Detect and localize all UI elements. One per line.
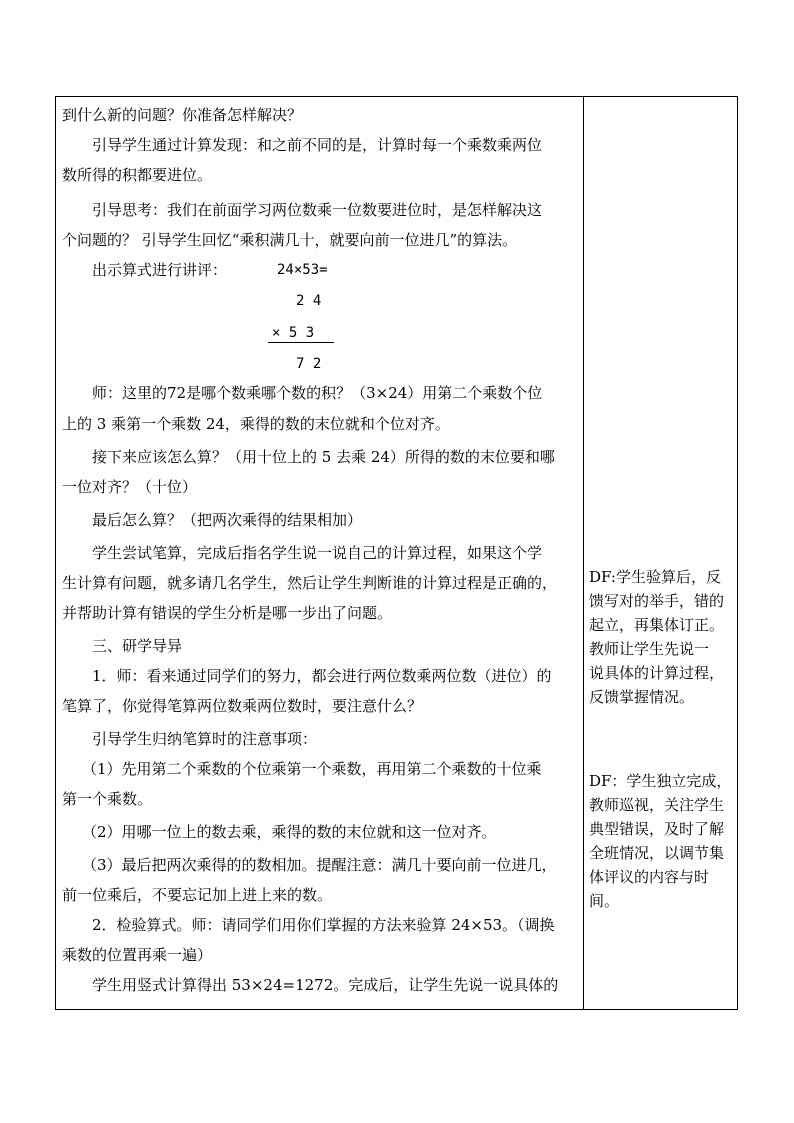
note-line: 典型错误，及时了解 <box>589 820 725 838</box>
content-line: （3）最后把两次乘得的的数相加。提醒注意：满几十要向前一位进几， <box>82 856 557 874</box>
content-line: 1．师：看来通过同学们的努力，都会进行两位数乘两位数（进位）的 <box>92 667 552 685</box>
content-line: 引导学生归纳笔算时的注意事项： <box>92 730 318 748</box>
column-divider <box>583 97 584 1009</box>
content-line: 师：这里的72是哪个数乘哪个数的积？（3×24）用第二个乘数个位 <box>92 384 543 402</box>
content-line: 2．检验算式。师：请同学们用你们掌握的方法来验算 24×53。（调换 <box>92 916 555 934</box>
note-line: 体评议的内容与时 <box>589 868 710 886</box>
content-line: 引导学生通过计算发现：和之前不同的是，计算时每一个乘数乘两位 <box>92 136 543 154</box>
content-line: 个问题的？ 引导学生回忆“乘积满几十，就要向前一位进几”的算法。 <box>62 231 518 249</box>
content-line: 三、研学导异 <box>92 637 183 655</box>
note-line: 起立，再集体订正。 <box>589 616 725 634</box>
note-line: 全班情况，以调节集 <box>589 844 725 862</box>
note-line: DF：学生独立完成， <box>589 772 732 790</box>
calc-row-result: 7 2 <box>296 356 322 372</box>
content-line: 最后怎么算？（把两次乘得的结果相加） <box>92 511 363 529</box>
content-line: （2）用哪一位上的数去乘，乘得的数的末位就和这一位对齐。 <box>82 823 497 841</box>
note-line: DF:学生验算后，反 <box>589 568 721 586</box>
note-line: 馈写对的举手，错的 <box>589 592 725 610</box>
calc-row-multiplier: × 5 3 <box>272 325 315 341</box>
note-line: 说具体的计算过程， <box>589 664 725 682</box>
content-line: （1）先用第二个乘数的个位乘第一个乘数，再用第二个乘数的十位乘 <box>82 760 542 778</box>
content-line: 生计算有问题，就多请几名学生，然后让学生判断谁的计算过程是正确的， <box>62 574 558 592</box>
content-line: 乘数的位置再乘一遍） <box>62 946 213 964</box>
content-line: 学生尝试笔算，完成后指名学生说一说自己的计算过程，如果这个学 <box>92 544 543 562</box>
note-line: 教师让学生先说一 <box>589 640 710 658</box>
content-line: 并帮助计算有错误的学生分析是哪一步出了问题。 <box>62 604 393 622</box>
calc-row-multiplicand: 2 4 <box>296 293 322 309</box>
note-line: 间。 <box>589 892 620 910</box>
lesson-table <box>55 96 738 1010</box>
content-line: 数所得的积都要进位。 <box>62 166 213 184</box>
content-line: 笔算了，你觉得笔算两位数乘两位数时，要注意什么？ <box>62 697 423 715</box>
content-line: 学生用竖式计算得出 53×24=1272。完成后，让学生先说一说具体的 <box>92 976 559 994</box>
content-line: 到什么新的问题？你准备怎样解决？ <box>62 106 303 124</box>
content-line: 上的 3 乘第一个乘数 24，乘得的数的末位就和个位对齐。 <box>62 415 450 433</box>
calc-underline <box>268 342 334 343</box>
note-line: 教师巡视，关注学生 <box>589 796 725 814</box>
note-line: 反馈掌握情况。 <box>589 688 695 706</box>
content-line: 接下来应该怎么算？（用十位上的 5 去乘 24）所得的数的末位要和哪 <box>92 448 555 466</box>
content-line: 一位对齐？（十位） <box>62 478 198 496</box>
content-line: 引导思考：我们在前面学习两位数乘一位数要进位时，是怎样解决这 <box>92 201 543 219</box>
content-line: 前一位乘后，不要忘记加上进上来的数。 <box>62 886 333 904</box>
content-line: 第一个乘数。 <box>62 790 153 808</box>
calc-expression: 24×53= <box>277 262 328 278</box>
content-line: 出示算式进行讲评： <box>92 261 228 279</box>
